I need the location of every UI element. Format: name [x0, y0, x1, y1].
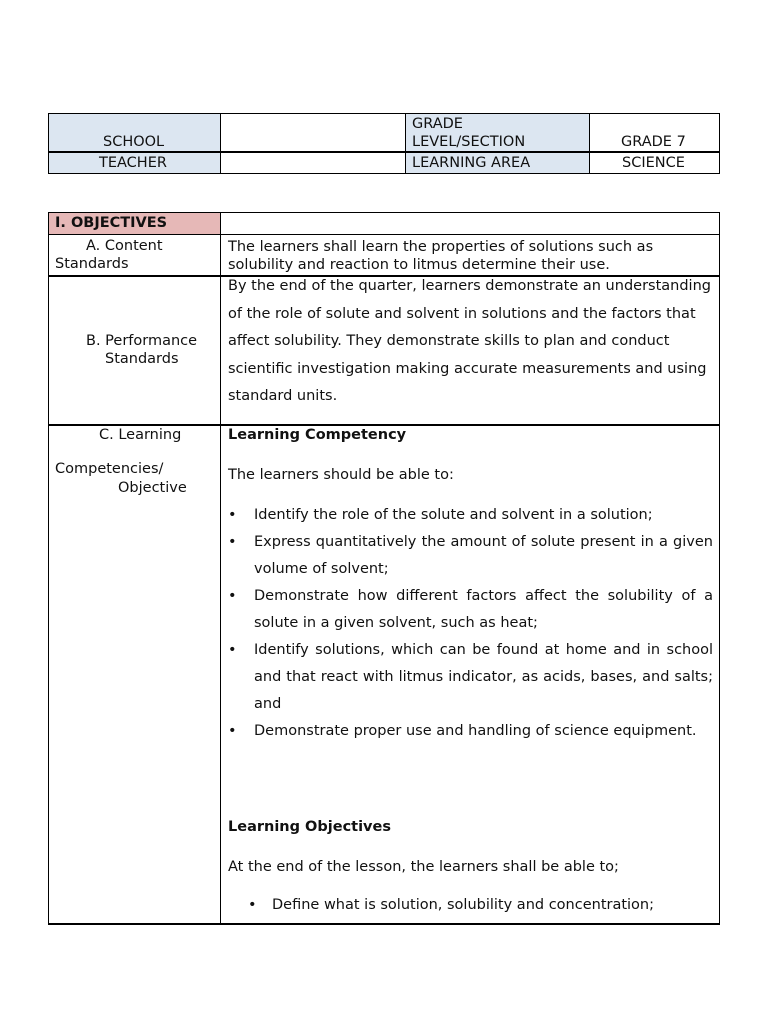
grade-label-line1: GRADE [412, 116, 463, 132]
performance-standards-label-line2: Standards [105, 351, 179, 367]
list-item: • Demonstrate proper use and handling of science equipment. [228, 723, 697, 739]
content-standards-text: The learners shall learn the properties of solutions such as solubility and reaction to litmus determine their use. [228, 239, 654, 273]
competencies-label-line2: Competencies/ [55, 461, 164, 477]
grade-label-line2: LEVEL/SECTION [412, 134, 526, 150]
grade-value: GRADE 7 [621, 134, 686, 150]
content-standards-label-line2: Standards [55, 256, 129, 272]
competency-heading: Learning Competency [228, 427, 407, 443]
competencies-label-line3: Objective [118, 480, 187, 496]
content-standards-label-line1: A. Content [86, 238, 163, 254]
list-item: • Demonstrate how different factors affect the solubility of a solute in a given solvent, such as heat; [228, 588, 713, 631]
objectives-intro: At the end of the lesson, the learners shall be able to; [228, 859, 619, 875]
teacher-label: TEACHER [99, 155, 167, 171]
competencies-label-line1: C. Learning [99, 427, 182, 443]
list-item: • Express quantitatively the amount of solute present in a given volume of solvent; [228, 534, 713, 577]
performance-standards-label-line1: B. Performance [86, 333, 198, 349]
list-item: • Identify solutions, which can be found at home and in school and that react with litmus indicator, as acids, bases, and salts; and [228, 642, 713, 712]
list-item: • Identify the role of the solute and solvent in a solution; [228, 507, 653, 523]
learning-area-value: SCIENCE [622, 155, 685, 171]
performance-standards-text: By the end of the quarter, learners demonstrate an understanding of the role of solute and solvent in solutions and the factors that affect solubility. They demonstrate skills to plan and conduct scientific investigation making accurate measurements and using standard units. [228, 278, 711, 404]
learning-area-label: LEARNING AREA [412, 155, 531, 171]
competency-list [228, 502, 713, 745]
objectives-table [48, 212, 720, 925]
header-table [48, 113, 720, 174]
school-label: SCHOOL [103, 134, 165, 150]
objectives-heading: I. OBJECTIVES [55, 215, 168, 231]
objectives-subheading: Learning Objectives [228, 819, 391, 835]
competency-intro: The learners should be able to: [228, 467, 454, 483]
list-item: • Define what is solution, solubility and concentration; [248, 897, 655, 913]
objectives-list [248, 892, 713, 919]
